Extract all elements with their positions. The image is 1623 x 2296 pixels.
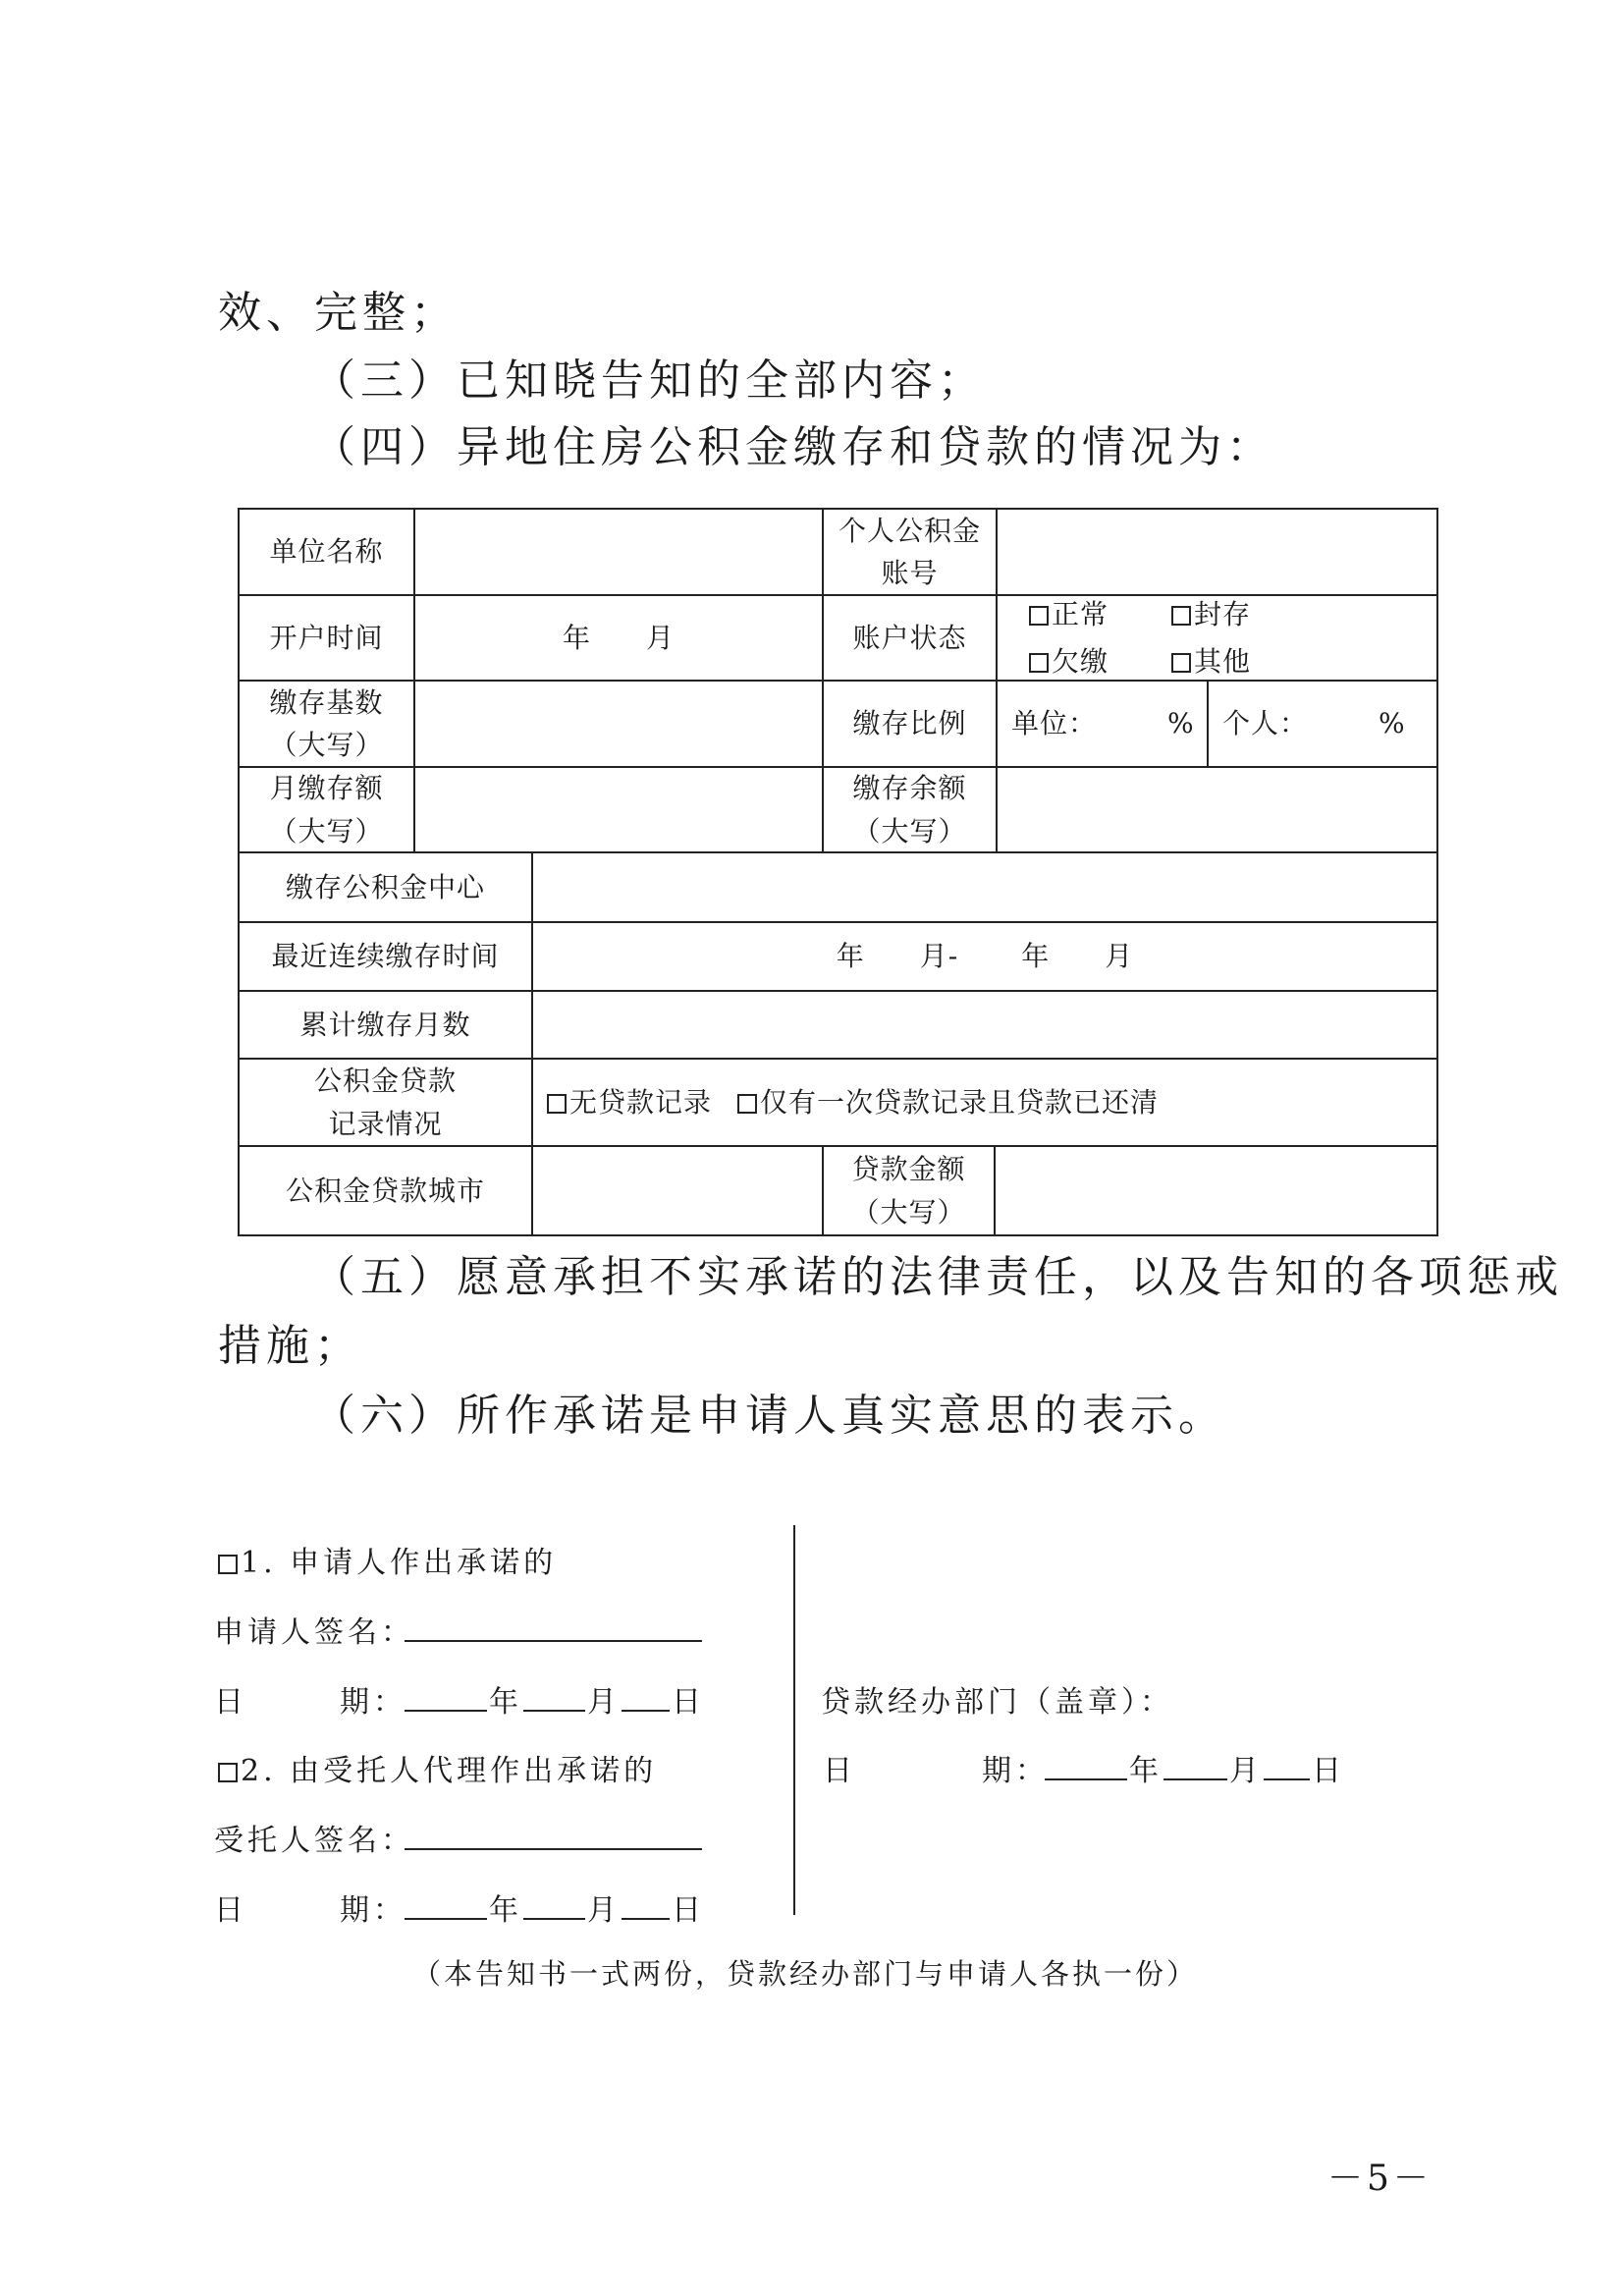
applicant-year-line[interactable] <box>405 1710 487 1712</box>
total-months-field[interactable] <box>531 990 1438 1060</box>
unit-name-field[interactable] <box>413 508 824 596</box>
month-label: 月 <box>1229 1754 1263 1788</box>
fund-center-label: 缴存公积金中心 <box>238 851 533 923</box>
loan-record-label: 公积金贷款 记录情况 <box>238 1058 533 1147</box>
trustee-date-qi: 期： <box>340 1893 406 1928</box>
loan-city-field[interactable] <box>531 1145 824 1236</box>
applicant-sign-label: 申请人签名： <box>214 1615 414 1650</box>
trustee-option[interactable]: 2. 由受托人代理作出承诺的 <box>218 1746 657 1789</box>
applicant-option[interactable]: 1. 申请人作出承诺的 <box>218 1538 557 1581</box>
signature-divider <box>793 1525 795 1915</box>
dept-seal-label: 贷款经办部门（盖章）： <box>821 1685 1173 1720</box>
item-3: （三）已知晓告知的全部内容； <box>312 355 986 406</box>
applicant-date-qi: 期： <box>340 1685 406 1720</box>
checkbox-icon[interactable] <box>218 1763 238 1782</box>
applicant-day-line[interactable] <box>622 1710 670 1712</box>
status-other-option[interactable]: 其他 <box>1171 640 1314 683</box>
ratio-unit-field[interactable]: 单位： % <box>996 680 1209 768</box>
trustee-sign-label: 受托人签名： <box>214 1824 414 1858</box>
status-arrears-option[interactable]: 欠缴 <box>1029 640 1171 683</box>
trustee-date-ri: 日 <box>214 1893 247 1928</box>
account-number-label: 个人公积金 账号 <box>822 508 998 596</box>
month-label: 月 <box>587 1893 621 1928</box>
item-6: （六）所作承诺是申请人真实意思的表示。 <box>312 1391 1226 1441</box>
applicant-date-ri: 日 <box>214 1685 247 1720</box>
provident-fund-form <box>238 508 1438 1236</box>
day-label: 日 <box>672 1685 705 1720</box>
month-label: 月 <box>587 1685 621 1720</box>
one-loan-option[interactable]: 仅有一次贷款记录且贷款已还清 <box>737 1081 1159 1123</box>
contribution-ratio-label: 缴存比例 <box>822 680 998 768</box>
balance-label: 缴存余额 （大写） <box>822 766 998 853</box>
loan-amount-field[interactable] <box>994 1145 1438 1236</box>
monthly-contribution-label: 月缴存额 （大写） <box>238 766 415 853</box>
status-sealed-option[interactable]: 封存 <box>1171 593 1314 635</box>
status-normal-option[interactable]: 正常 <box>1029 593 1171 635</box>
dept-date-qi: 期： <box>982 1754 1049 1788</box>
recent-time-label: 最近连续缴存时间 <box>238 921 533 992</box>
loan-city-label: 公积金贷款城市 <box>238 1145 533 1236</box>
day-label: 日 <box>1312 1754 1345 1788</box>
trustee-year-line[interactable] <box>405 1918 487 1920</box>
paragraph-continuation: 效、完整； <box>218 288 459 338</box>
copies-note: （本告知书一式两份，贷款经办部门与申请人各执一份） <box>412 1957 1199 1991</box>
total-months-label: 累计缴存月数 <box>238 990 533 1060</box>
checkbox-icon[interactable] <box>1171 606 1191 626</box>
loan-amount-label: 贷款金额 （大写） <box>822 1145 996 1236</box>
balance-field[interactable] <box>996 766 1438 853</box>
checkbox-icon[interactable] <box>1171 653 1191 673</box>
recent-time-field[interactable]: 年 月- 年 月 <box>531 921 1438 992</box>
checkbox-icon[interactable] <box>1029 653 1049 673</box>
dept-date-ri: 日 <box>823 1754 856 1788</box>
unit-name-label: 单位名称 <box>238 508 415 596</box>
item-4: （四）异地住房公积金缴存和贷款的情况为： <box>312 422 1274 472</box>
open-time-field[interactable]: 年 月 <box>413 594 824 682</box>
checkbox-icon[interactable] <box>737 1094 757 1114</box>
monthly-contribution-field[interactable] <box>413 766 824 853</box>
account-status-label: 账户状态 <box>822 594 998 682</box>
trustee-day-line[interactable] <box>622 1918 670 1920</box>
open-time-label: 开户时间 <box>238 594 415 682</box>
applicant-sign-line[interactable] <box>405 1640 702 1642</box>
no-loan-option[interactable]: 无贷款记录 <box>547 1081 712 1123</box>
contribution-base-label: 缴存基数 （大写） <box>238 680 415 768</box>
loan-record-options <box>531 1058 1438 1147</box>
page-number: －5－ <box>1327 2159 1433 2199</box>
contribution-base-field[interactable] <box>413 680 824 768</box>
applicant-month-line[interactable] <box>523 1710 585 1712</box>
year-label: 年 <box>1129 1754 1163 1788</box>
account-status-options <box>996 594 1438 682</box>
dept-year-line[interactable] <box>1045 1778 1127 1780</box>
fund-center-field[interactable] <box>531 851 1438 923</box>
trustee-sign-line[interactable] <box>405 1848 702 1850</box>
day-label: 日 <box>672 1893 705 1928</box>
item-5: （五）愿意承担不实承诺的法律责任，以及告知的各项惩戒 <box>312 1252 1563 1302</box>
dept-month-line[interactable] <box>1163 1778 1227 1780</box>
checkbox-icon[interactable] <box>1029 606 1049 626</box>
account-number-field[interactable] <box>996 508 1438 596</box>
checkbox-icon[interactable] <box>547 1094 567 1114</box>
year-label: 年 <box>489 1685 522 1720</box>
ratio-person-field[interactable]: 个人： % <box>1207 680 1438 768</box>
trustee-month-line[interactable] <box>523 1918 585 1920</box>
dept-day-line[interactable] <box>1264 1778 1310 1780</box>
year-label: 年 <box>489 1893 522 1928</box>
item-5-continuation: 措施； <box>218 1321 362 1371</box>
checkbox-icon[interactable] <box>218 1555 238 1574</box>
